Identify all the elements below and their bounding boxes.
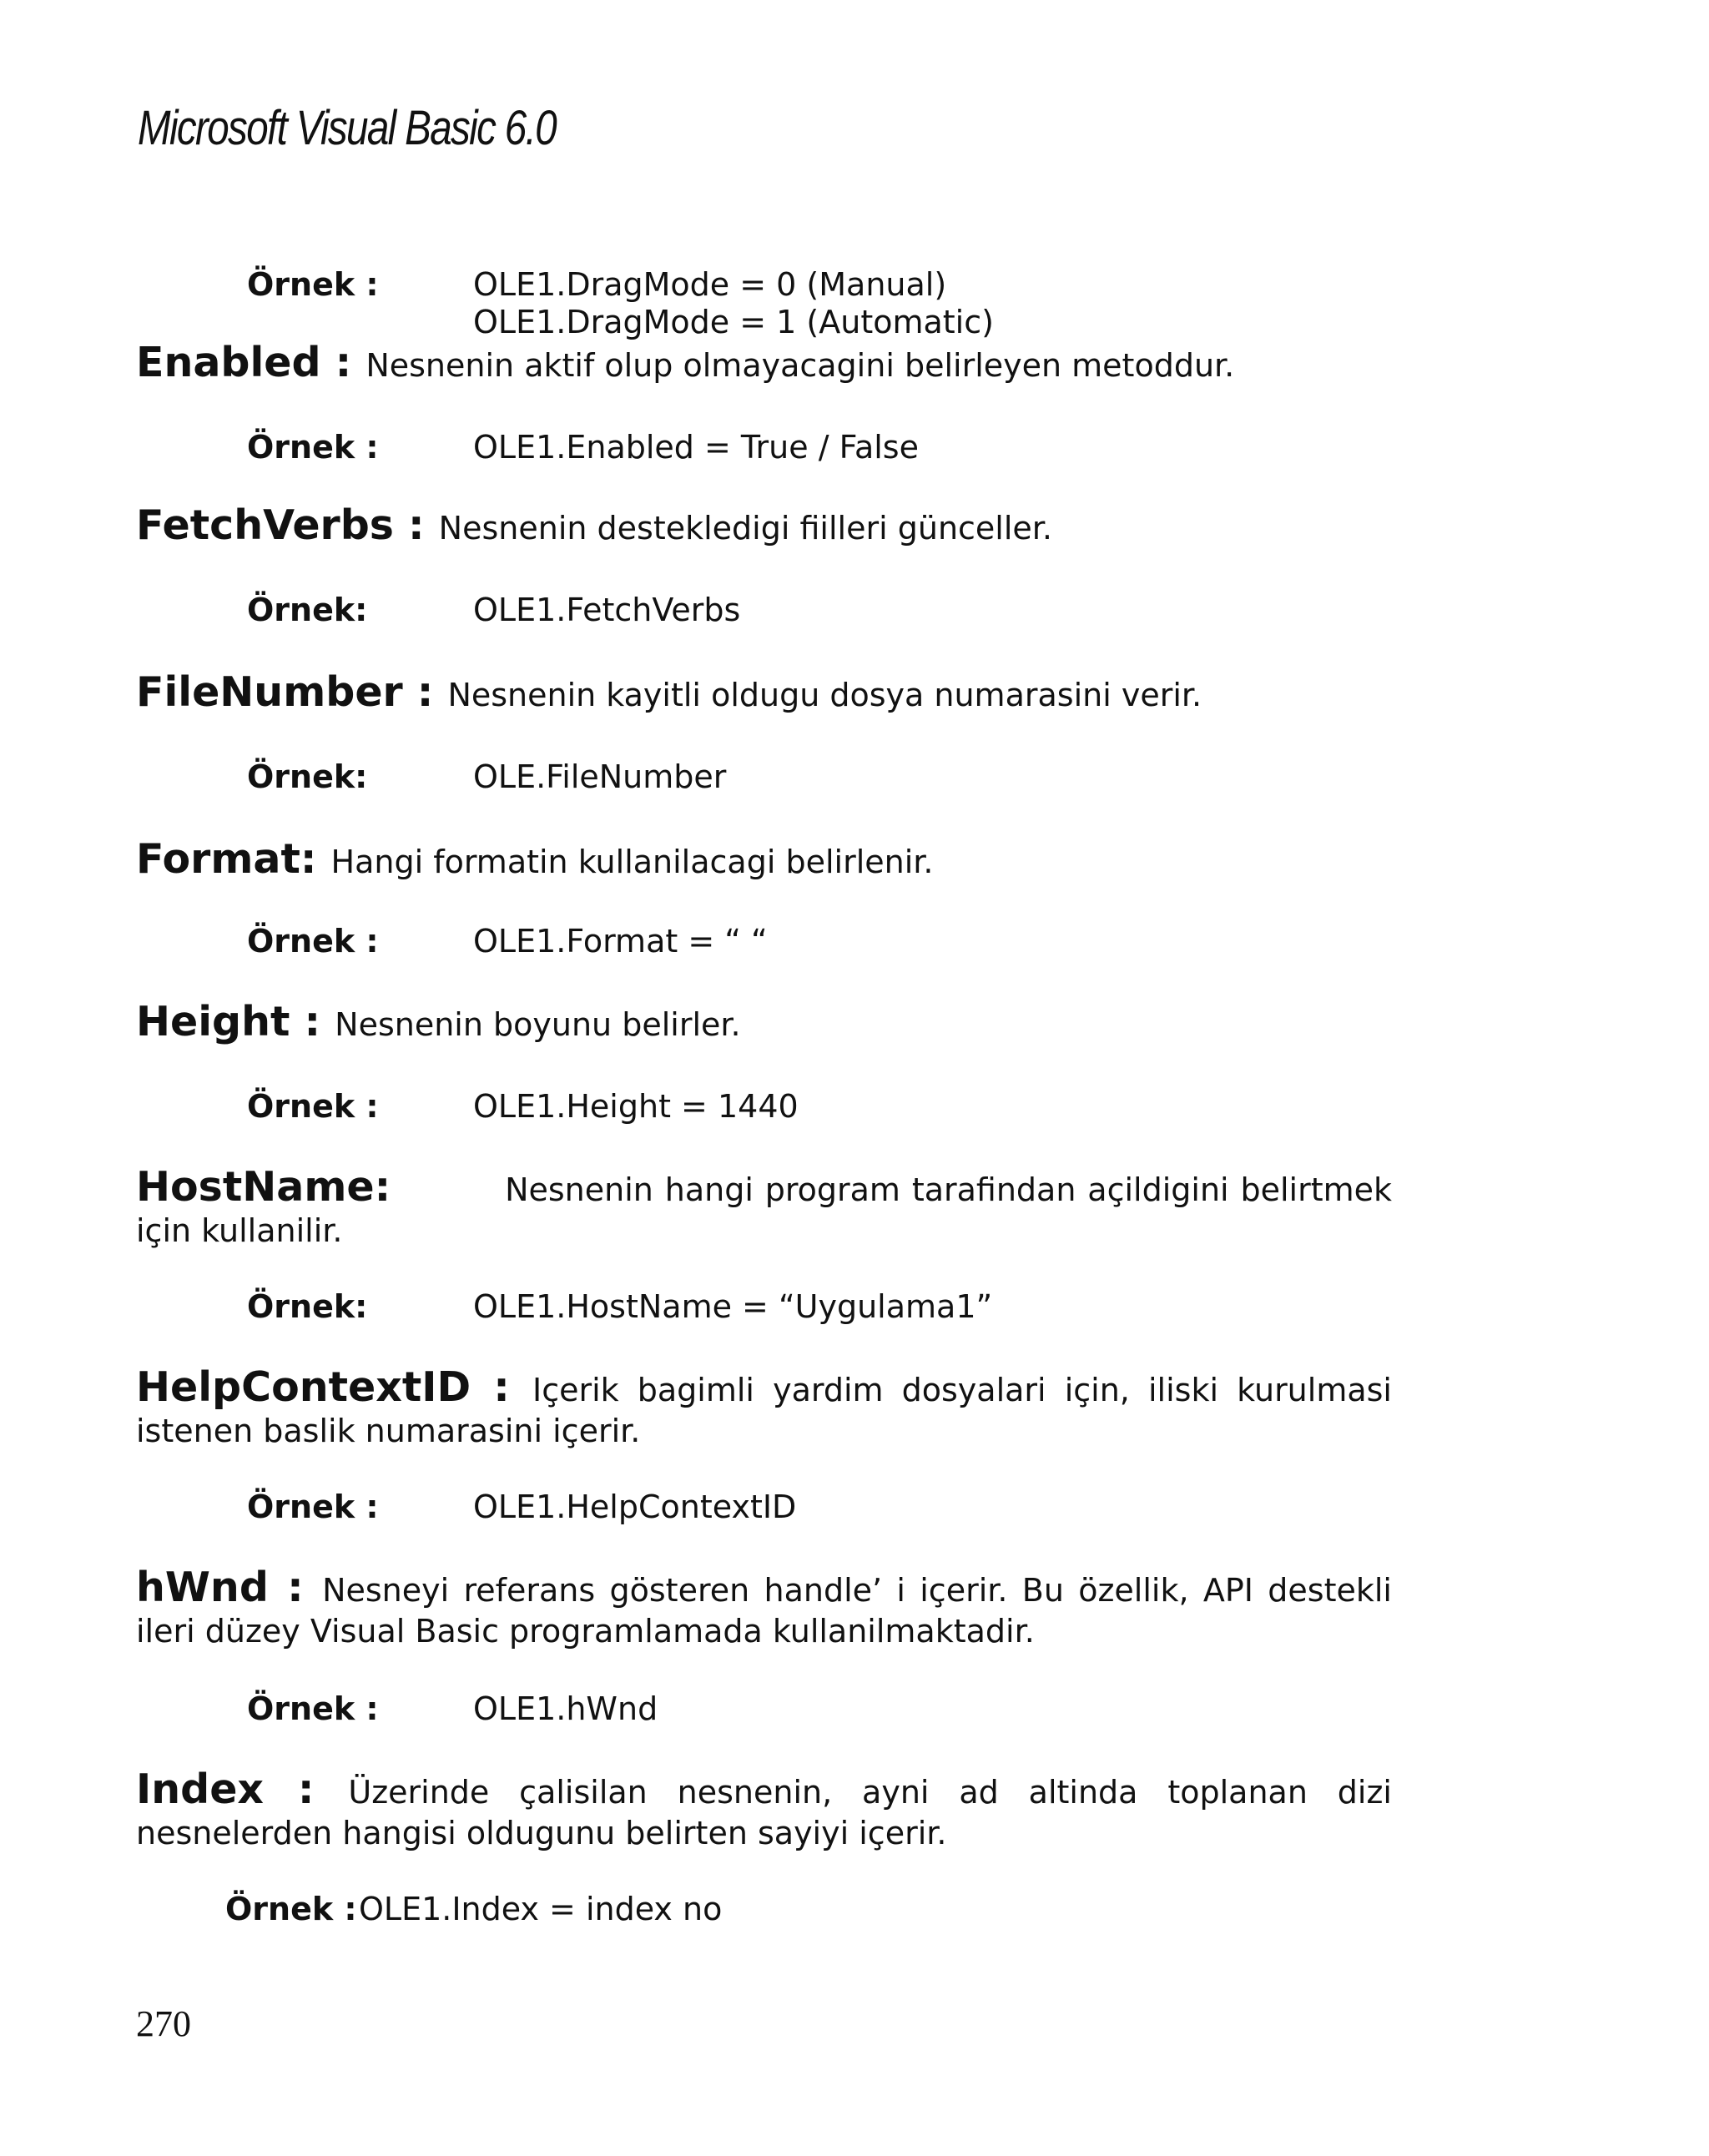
example-code: OLE1.DragMode = 0 (Manual) — [473, 266, 947, 303]
example-label: Örnek : — [247, 1088, 379, 1125]
entry-helpcontextid — [136, 1363, 1392, 1452]
entry-description: Nesnenin kayitli oldugu dosya numarasini verir. — [447, 677, 1202, 713]
entry-term: Format: — [136, 835, 331, 883]
entry-description: Içerik bagimli yardim dosyalari için, iliski kurulmasi istenen baslik numarasini içerir. — [136, 1372, 1392, 1449]
entry-term: FileNumber : — [136, 668, 448, 716]
entry-description: Nesnenin aktif olup olmayacagini belirleyen metoddur. — [365, 347, 1235, 384]
example-code: OLE.FileNumber — [473, 758, 727, 795]
example-code: OLE1.FetchVerbs — [473, 592, 741, 628]
example-label: Örnek : — [247, 1690, 379, 1727]
entry-hwnd — [136, 1564, 1392, 1652]
entry-filenumber — [136, 668, 1392, 716]
example-code: OLE1.Format = “ “ — [473, 923, 768, 960]
entry-height — [136, 998, 1392, 1045]
entry-term: Index : — [136, 1766, 349, 1813]
entry-term: Height : — [136, 998, 335, 1045]
example-label: Örnek : — [247, 1489, 379, 1525]
entry-format — [136, 835, 1392, 883]
entry-description: Hangi formatin kullanilacagi belirlenir. — [330, 844, 934, 880]
page-number: 270 — [136, 2003, 191, 2044]
example-code: OLE1.DragMode = 1 (Automatic) — [473, 304, 994, 340]
entry-hostname — [136, 1163, 1392, 1252]
example-label: Örnek : — [247, 429, 379, 466]
example-code: OLE1.hWnd — [473, 1690, 658, 1727]
entry-description: Üzerinde çalisilan nesnenin, ayni ad altinda toplanan dizi nesnelerden hangisi oldugunu belirten sayiyi içerir. — [136, 1774, 1392, 1851]
example-label: Örnek : — [225, 1891, 357, 1927]
entry-index — [136, 1766, 1392, 1854]
entry-term: HelpContextID : — [136, 1363, 532, 1411]
example-code: OLE1.HelpContextID — [473, 1489, 797, 1525]
entry-description: Nesnenin hangi program tarafindan açildigini belirtmek için kullanilir. — [136, 1171, 1392, 1249]
example-code: OLE1.Enabled = True / False — [473, 429, 919, 466]
entry-term: HostName: — [136, 1163, 407, 1211]
entry-description: Nesneyi referans gösteren handle’ i içerir. Bu özellik, API destekli ileri düzey Visual Basic programlamada kullanilmaktadir. — [136, 1572, 1392, 1650]
example-code: OLE1.HostName = “Uygulama1” — [473, 1288, 993, 1325]
entry-description: Nesnenin destekledigi fiilleri günceller. — [438, 510, 1053, 547]
example-label: Örnek : — [247, 923, 379, 960]
example-label: Örnek: — [247, 1288, 368, 1325]
example-label: Örnek: — [247, 758, 368, 795]
entry-fetchverbs — [136, 501, 1392, 549]
example-label: Örnek : — [247, 266, 379, 303]
book-title-header: Microsoft Visual Basic 6.0 — [138, 101, 557, 155]
entry-term: FetchVerbs : — [136, 501, 439, 549]
example-code: OLE1.Height = 1440 — [473, 1088, 799, 1125]
example-code: OLE1.Index = index no — [359, 1891, 723, 1927]
entry-term: Enabled : — [136, 339, 366, 386]
example-label: Örnek: — [247, 592, 368, 628]
entry-term: hWnd : — [136, 1564, 323, 1611]
entry-description: Nesnenin boyunu belirler. — [335, 1006, 741, 1043]
entry-enabled — [136, 339, 1392, 386]
